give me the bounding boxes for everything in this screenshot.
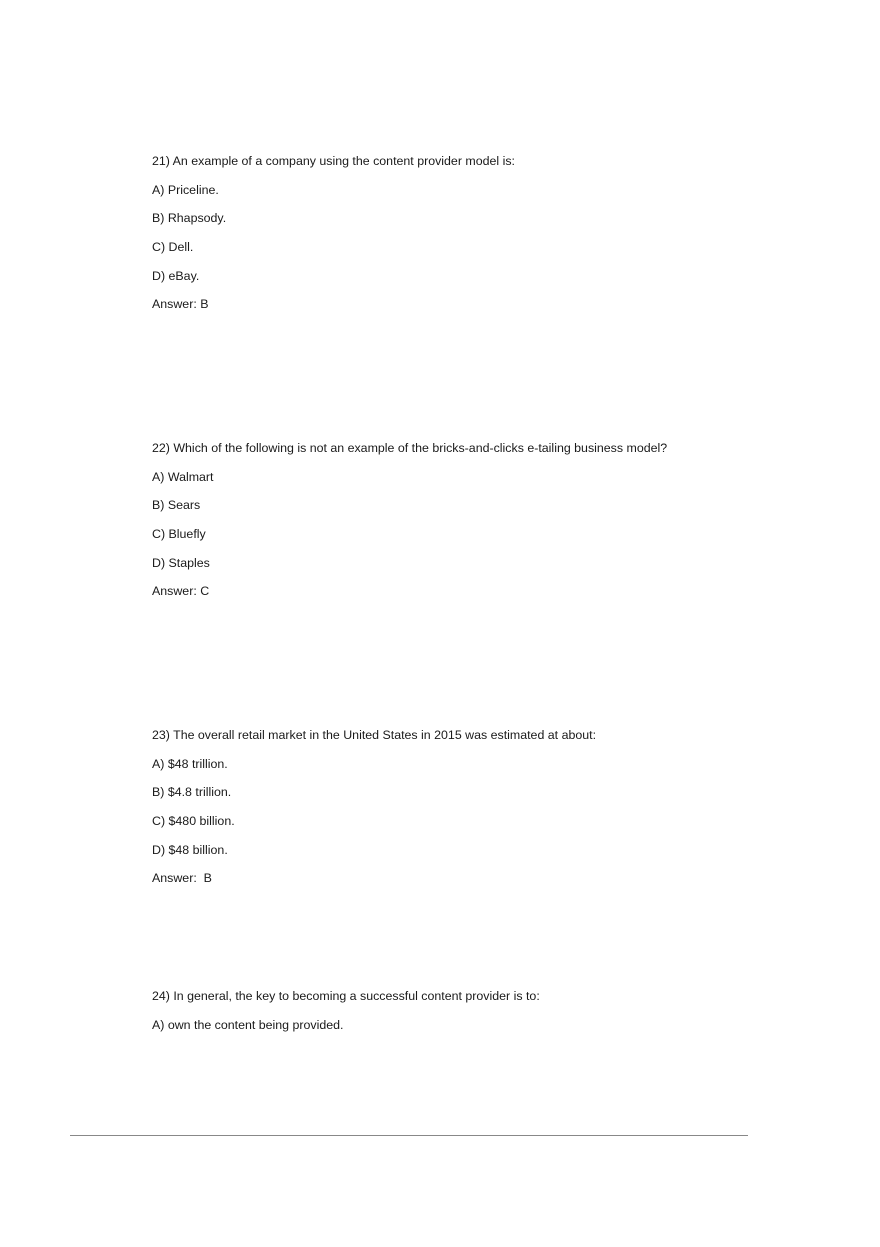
option: B) $4.8 trillion. xyxy=(152,785,232,800)
question-stem: 24) In general, the key to becoming a successful content provider is to: xyxy=(152,989,540,1003)
question-stem: 21) An example of a company using the content provider model is: xyxy=(152,154,515,168)
option: C) Dell. xyxy=(152,240,194,255)
answer: Answer: B xyxy=(152,871,212,886)
option: B) Sears xyxy=(152,498,201,513)
question-stem: 22) Which of the following is not an example of the bricks-and-clicks e-tailing business model? xyxy=(152,441,668,455)
question-21 xyxy=(152,153,515,325)
option: D) $48 billion. xyxy=(152,842,228,857)
question-stem: 23) The overall retail market in the United States in 2015 was estimated at about: xyxy=(152,728,597,742)
option: A) $48 trillion. xyxy=(152,756,228,771)
option: C) Bluefly xyxy=(152,527,206,542)
option: D) Staples xyxy=(152,555,210,570)
option: A) Priceline. xyxy=(152,182,219,197)
option: C) $480 billion. xyxy=(152,814,235,829)
question-23 xyxy=(152,727,596,899)
footer-rule xyxy=(70,1135,748,1136)
option: A) Walmart xyxy=(152,469,214,484)
option: B) Rhapsody. xyxy=(152,211,227,226)
question-22 xyxy=(152,440,667,612)
answer: Answer: C xyxy=(152,584,210,599)
option: A) own the content being provided. xyxy=(152,1017,344,1032)
question-24 xyxy=(152,988,540,1045)
option: D) eBay. xyxy=(152,268,200,283)
answer: Answer: B xyxy=(152,297,209,312)
